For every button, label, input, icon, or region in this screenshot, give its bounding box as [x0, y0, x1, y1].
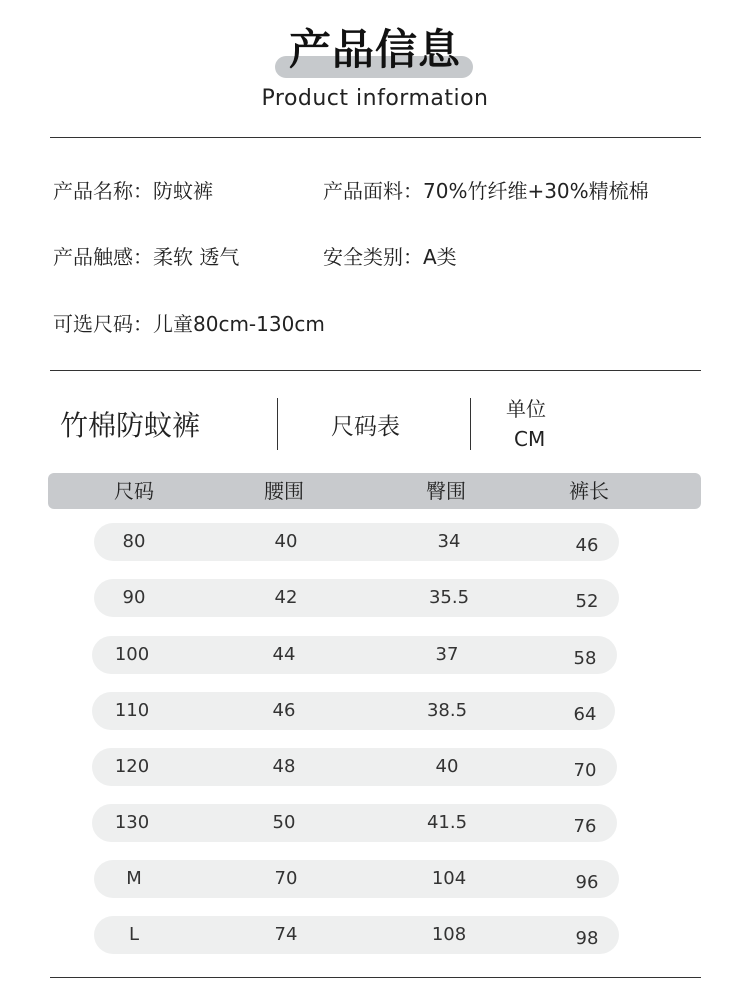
- cell-hip: 38.5: [426, 700, 468, 721]
- cell-hip: 35.5: [428, 587, 470, 608]
- size-chart-title: 尺码表: [331, 414, 400, 440]
- table-row: [92, 692, 615, 730]
- table-row: [94, 579, 619, 617]
- cell-hip: 104: [431, 868, 467, 889]
- page-title: 产品信息: [288, 25, 461, 74]
- size-chart-header: [0, 390, 750, 460]
- cell-size: 130: [114, 812, 150, 833]
- header-separator: [470, 398, 471, 450]
- table-row: [94, 916, 619, 954]
- cell-size: 100: [114, 644, 150, 665]
- divider-top: [50, 137, 701, 138]
- unit-label: 单位: [506, 397, 546, 421]
- table-row: [94, 523, 619, 561]
- cell-waist: 40: [274, 531, 298, 552]
- cell-hip: 34: [437, 531, 461, 552]
- size-chart-product: 竹棉防蚊裤: [60, 409, 201, 442]
- size-chart-unit: [506, 394, 546, 454]
- cell-length: 70: [573, 760, 597, 781]
- column-header: 腰围: [264, 479, 304, 503]
- cell-hip: 108: [431, 924, 467, 945]
- cell-waist: 48: [272, 756, 296, 777]
- info-available-sizes: 可选尺码：儿童80cm-130cm: [53, 312, 325, 336]
- cell-waist: 74: [274, 924, 298, 945]
- cell-size: 80: [122, 531, 146, 552]
- cell-size: M: [126, 868, 142, 889]
- cell-hip: 40: [435, 756, 459, 777]
- page-subtitle: Product information: [261, 86, 489, 111]
- info-product-fabric: 产品面料：70%竹纤维+30%精梳棉: [323, 179, 649, 203]
- cell-waist: 50: [272, 812, 296, 833]
- header-separator: [277, 398, 278, 450]
- cell-length: 46: [575, 535, 599, 556]
- info-product-touch: 产品触感：柔软 透气: [53, 245, 240, 269]
- cell-waist: 44: [272, 644, 296, 665]
- table-row: [92, 804, 617, 842]
- cell-length: 58: [573, 648, 597, 669]
- cell-waist: 70: [274, 868, 298, 889]
- column-header: 裤长: [569, 479, 609, 503]
- cell-length: 98: [575, 928, 599, 949]
- cell-size: 110: [114, 700, 150, 721]
- cell-hip: 41.5: [426, 812, 468, 833]
- divider-bottom: [50, 977, 701, 978]
- cell-length: 64: [573, 704, 597, 725]
- cell-hip: 37: [435, 644, 459, 665]
- cell-waist: 42: [274, 587, 298, 608]
- column-header: 尺码: [114, 479, 154, 503]
- size-table-header: [48, 473, 701, 509]
- info-safety-class: 安全类别：A类: [323, 245, 457, 269]
- table-row: [92, 748, 617, 786]
- cell-length: 52: [575, 591, 599, 612]
- title-block: [0, 22, 750, 82]
- table-row: [94, 860, 619, 898]
- cell-size: 90: [122, 587, 146, 608]
- column-header: 臀围: [426, 479, 466, 503]
- info-product-name: 产品名称：防蚊裤: [53, 179, 213, 203]
- cell-length: 76: [573, 816, 597, 837]
- unit-value: CM: [514, 427, 546, 451]
- cell-size: 120: [114, 756, 150, 777]
- divider-middle: [50, 370, 701, 371]
- cell-size: L: [128, 924, 140, 945]
- cell-waist: 46: [272, 700, 296, 721]
- cell-length: 96: [575, 872, 599, 893]
- table-row: [92, 636, 617, 674]
